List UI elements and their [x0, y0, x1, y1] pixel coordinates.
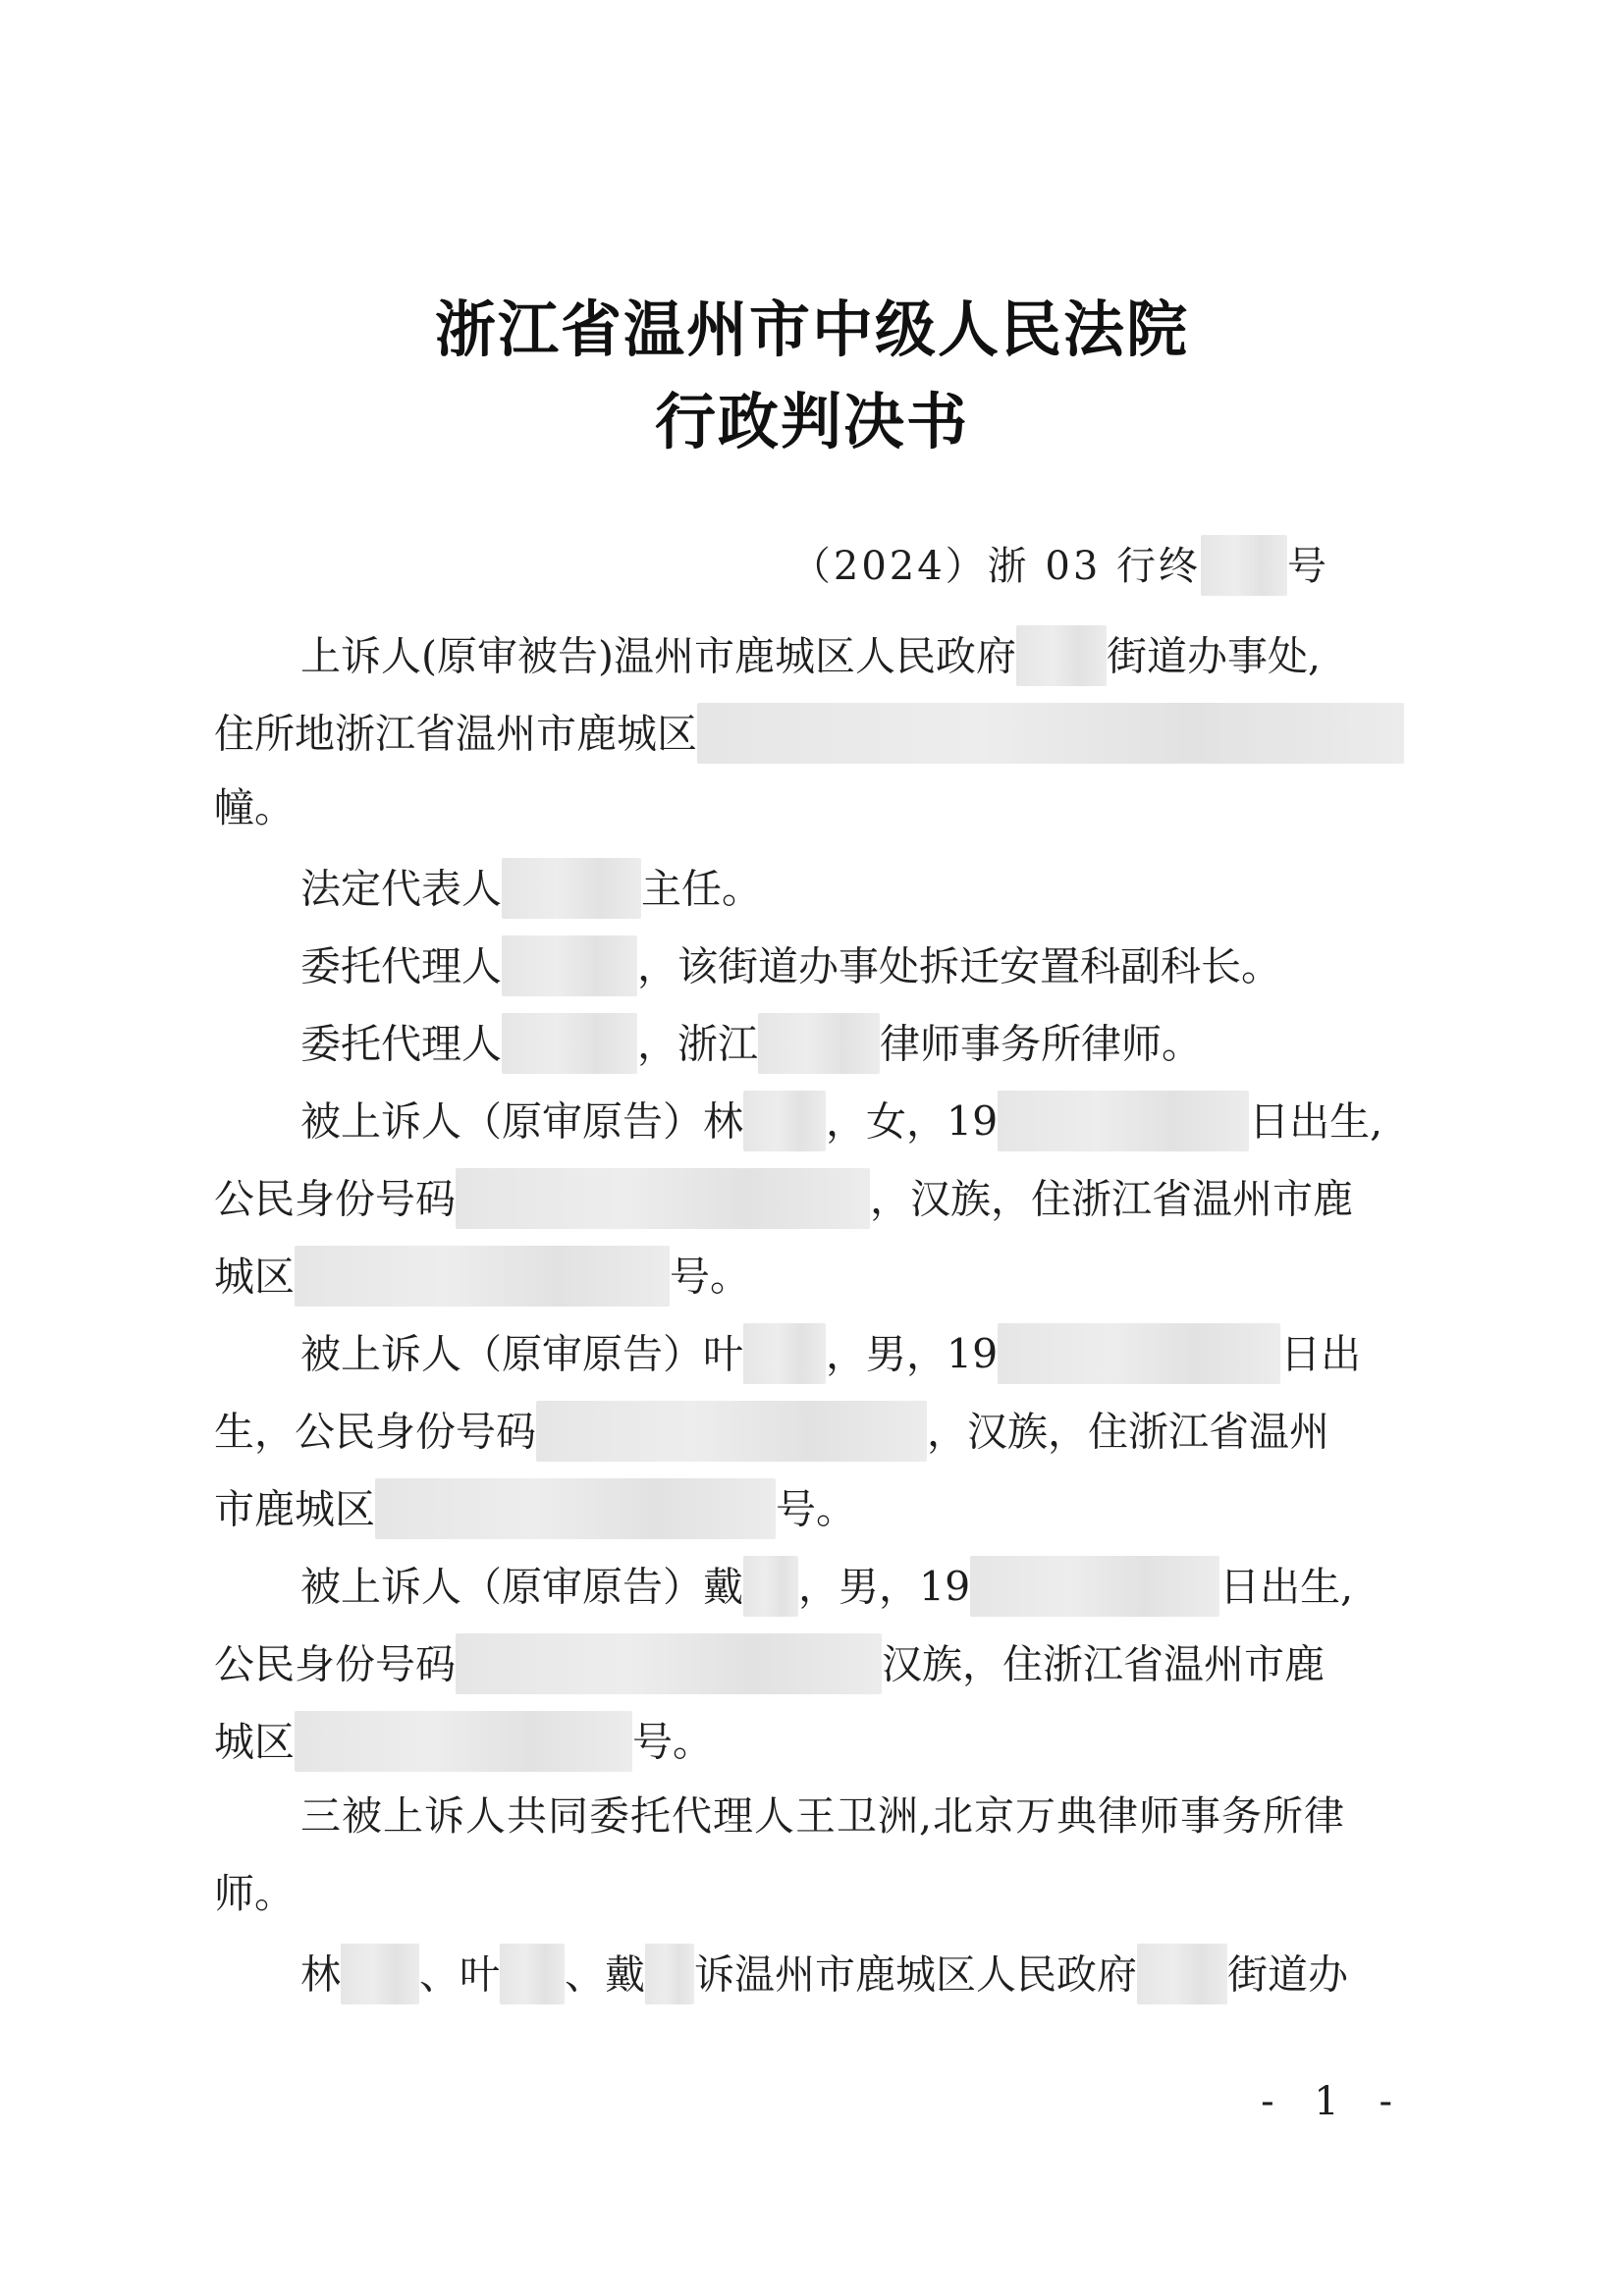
appellee-lin-line-1 — [300, 1098, 1382, 1151]
appellant-name: 上诉人(原审被告)温州市鹿城区人民政府 — [300, 632, 1016, 680]
appellee-ye-label: 被上诉人（原审原告）叶 — [300, 1330, 743, 1378]
legal-rep-label: 法定代表人 — [300, 865, 502, 913]
body-text-end: 街道办 — [1227, 1950, 1348, 1999]
legal-rep-title: 主任。 — [641, 865, 762, 913]
agent-1 — [300, 943, 1281, 996]
redaction — [743, 1091, 826, 1151]
appellee-dai-birth: 日出生, — [1219, 1563, 1354, 1611]
appellee-ye-gender: ，男，19 — [826, 1330, 999, 1378]
redaction — [743, 1556, 798, 1617]
appellee-ye-residence: ，汉族，住浙江省温州 — [927, 1408, 1329, 1456]
appellee-dai-address-end: 号。 — [632, 1718, 713, 1766]
appellee-ye-line-2 — [214, 1409, 1329, 1462]
appellant-office: 街道办事处, — [1107, 632, 1322, 680]
appellee-ye-address-end: 号。 — [776, 1485, 856, 1533]
redaction — [502, 1013, 637, 1074]
appellee-ye-birth: 日出 — [1280, 1330, 1362, 1378]
joint-agent-line-1: 三被上诉人共同委托代理人王卫洲,北京万典律师事务所律 — [300, 1792, 1346, 1840]
appellant-address-end: 幢。 — [214, 784, 295, 831]
appellee-lin-birth: 日出生, — [1249, 1097, 1383, 1146]
body-name-ye: 、叶 — [419, 1950, 500, 1999]
body-paragraph-line-1 — [300, 1951, 1348, 2004]
appellee-dai-residence: 汉族，住浙江省温州市鹿 — [882, 1640, 1325, 1688]
redaction — [998, 1323, 1280, 1384]
redaction — [456, 1633, 882, 1694]
redaction — [970, 1556, 1219, 1617]
redaction — [1016, 625, 1107, 686]
appellee-ye-id-label: 生，公民身份号码 — [214, 1408, 536, 1456]
redaction — [1137, 1944, 1227, 2004]
appellant-line-3 — [214, 784, 295, 831]
appellant-line-1 — [300, 633, 1321, 686]
agent-2-firm: 律师事务所律师。 — [880, 1020, 1202, 1068]
appellee-lin-line-3 — [214, 1254, 750, 1307]
redaction — [500, 1944, 565, 2004]
document-type-heading: 行政判决书 — [654, 386, 969, 457]
case-number-prefix: （2024）浙 03 行终 — [790, 544, 1201, 589]
redaction — [645, 1944, 694, 2004]
agent-2-province: ，浙江 — [637, 1020, 758, 1068]
redaction — [456, 1168, 870, 1229]
redaction — [536, 1401, 927, 1462]
case-number — [791, 535, 1329, 596]
redaction — [743, 1323, 826, 1384]
appellee-ye-district: 市鹿城区 — [214, 1485, 375, 1533]
redaction — [295, 1711, 632, 1772]
redaction — [998, 1091, 1249, 1151]
redaction — [341, 1944, 419, 2004]
case-number-suffix: 号 — [1287, 544, 1329, 589]
body-text: 诉温州市鹿城区人民政府 — [694, 1950, 1137, 1999]
appellee-lin-id-label: 公民身份号码 — [214, 1175, 456, 1223]
redaction — [697, 703, 1404, 764]
appellant-address: 住所地浙江省温州市鹿城区 — [214, 710, 697, 758]
appellee-dai-id-label: 公民身份号码 — [214, 1640, 456, 1688]
joint-agent-line-2: 师。 — [214, 1870, 295, 1917]
agent-1-title: ，该街道办事处拆迁安置科副科长。 — [637, 942, 1281, 990]
agent-2 — [300, 1021, 1202, 1074]
agent-1-label: 委托代理人 — [300, 942, 502, 990]
appellee-lin-address-end: 号。 — [670, 1253, 750, 1301]
redaction — [295, 1246, 670, 1307]
redaction — [375, 1478, 776, 1539]
appellee-dai-gender: ，男，19 — [798, 1563, 971, 1611]
redaction — [502, 858, 641, 919]
appellee-lin-line-2 — [214, 1176, 1353, 1229]
appellee-ye-line-3 — [214, 1486, 856, 1539]
appellee-dai-district: 城区 — [214, 1718, 295, 1766]
appellee-dai-line-1 — [300, 1564, 1353, 1617]
appellee-lin-label: 被上诉人（原审原告）林 — [300, 1097, 743, 1146]
legal-representative — [300, 866, 762, 919]
appellee-lin-residence: ，汉族，住浙江省温州市鹿 — [870, 1175, 1353, 1223]
appellee-lin-gender: ，女，19 — [826, 1097, 999, 1146]
court-name-heading: 浙江省温州市中级人民法院 — [434, 294, 1189, 365]
page-number: - 1 - — [1261, 2079, 1406, 2124]
appellee-dai-line-2 — [214, 1641, 1325, 1694]
appellee-dai-label: 被上诉人（原审原告）戴 — [300, 1563, 743, 1611]
redaction — [502, 935, 637, 996]
appellee-dai-line-3 — [214, 1719, 713, 1772]
redaction — [758, 1013, 880, 1074]
agent-2-label: 委托代理人 — [300, 1020, 502, 1068]
body-name-lin: 林 — [300, 1950, 341, 1999]
redaction — [1201, 535, 1287, 596]
appellee-lin-district: 城区 — [214, 1253, 295, 1301]
appellant-line-2 — [214, 711, 1404, 764]
body-name-dai: 、戴 — [565, 1950, 645, 1999]
appellee-ye-line-1 — [300, 1331, 1361, 1384]
